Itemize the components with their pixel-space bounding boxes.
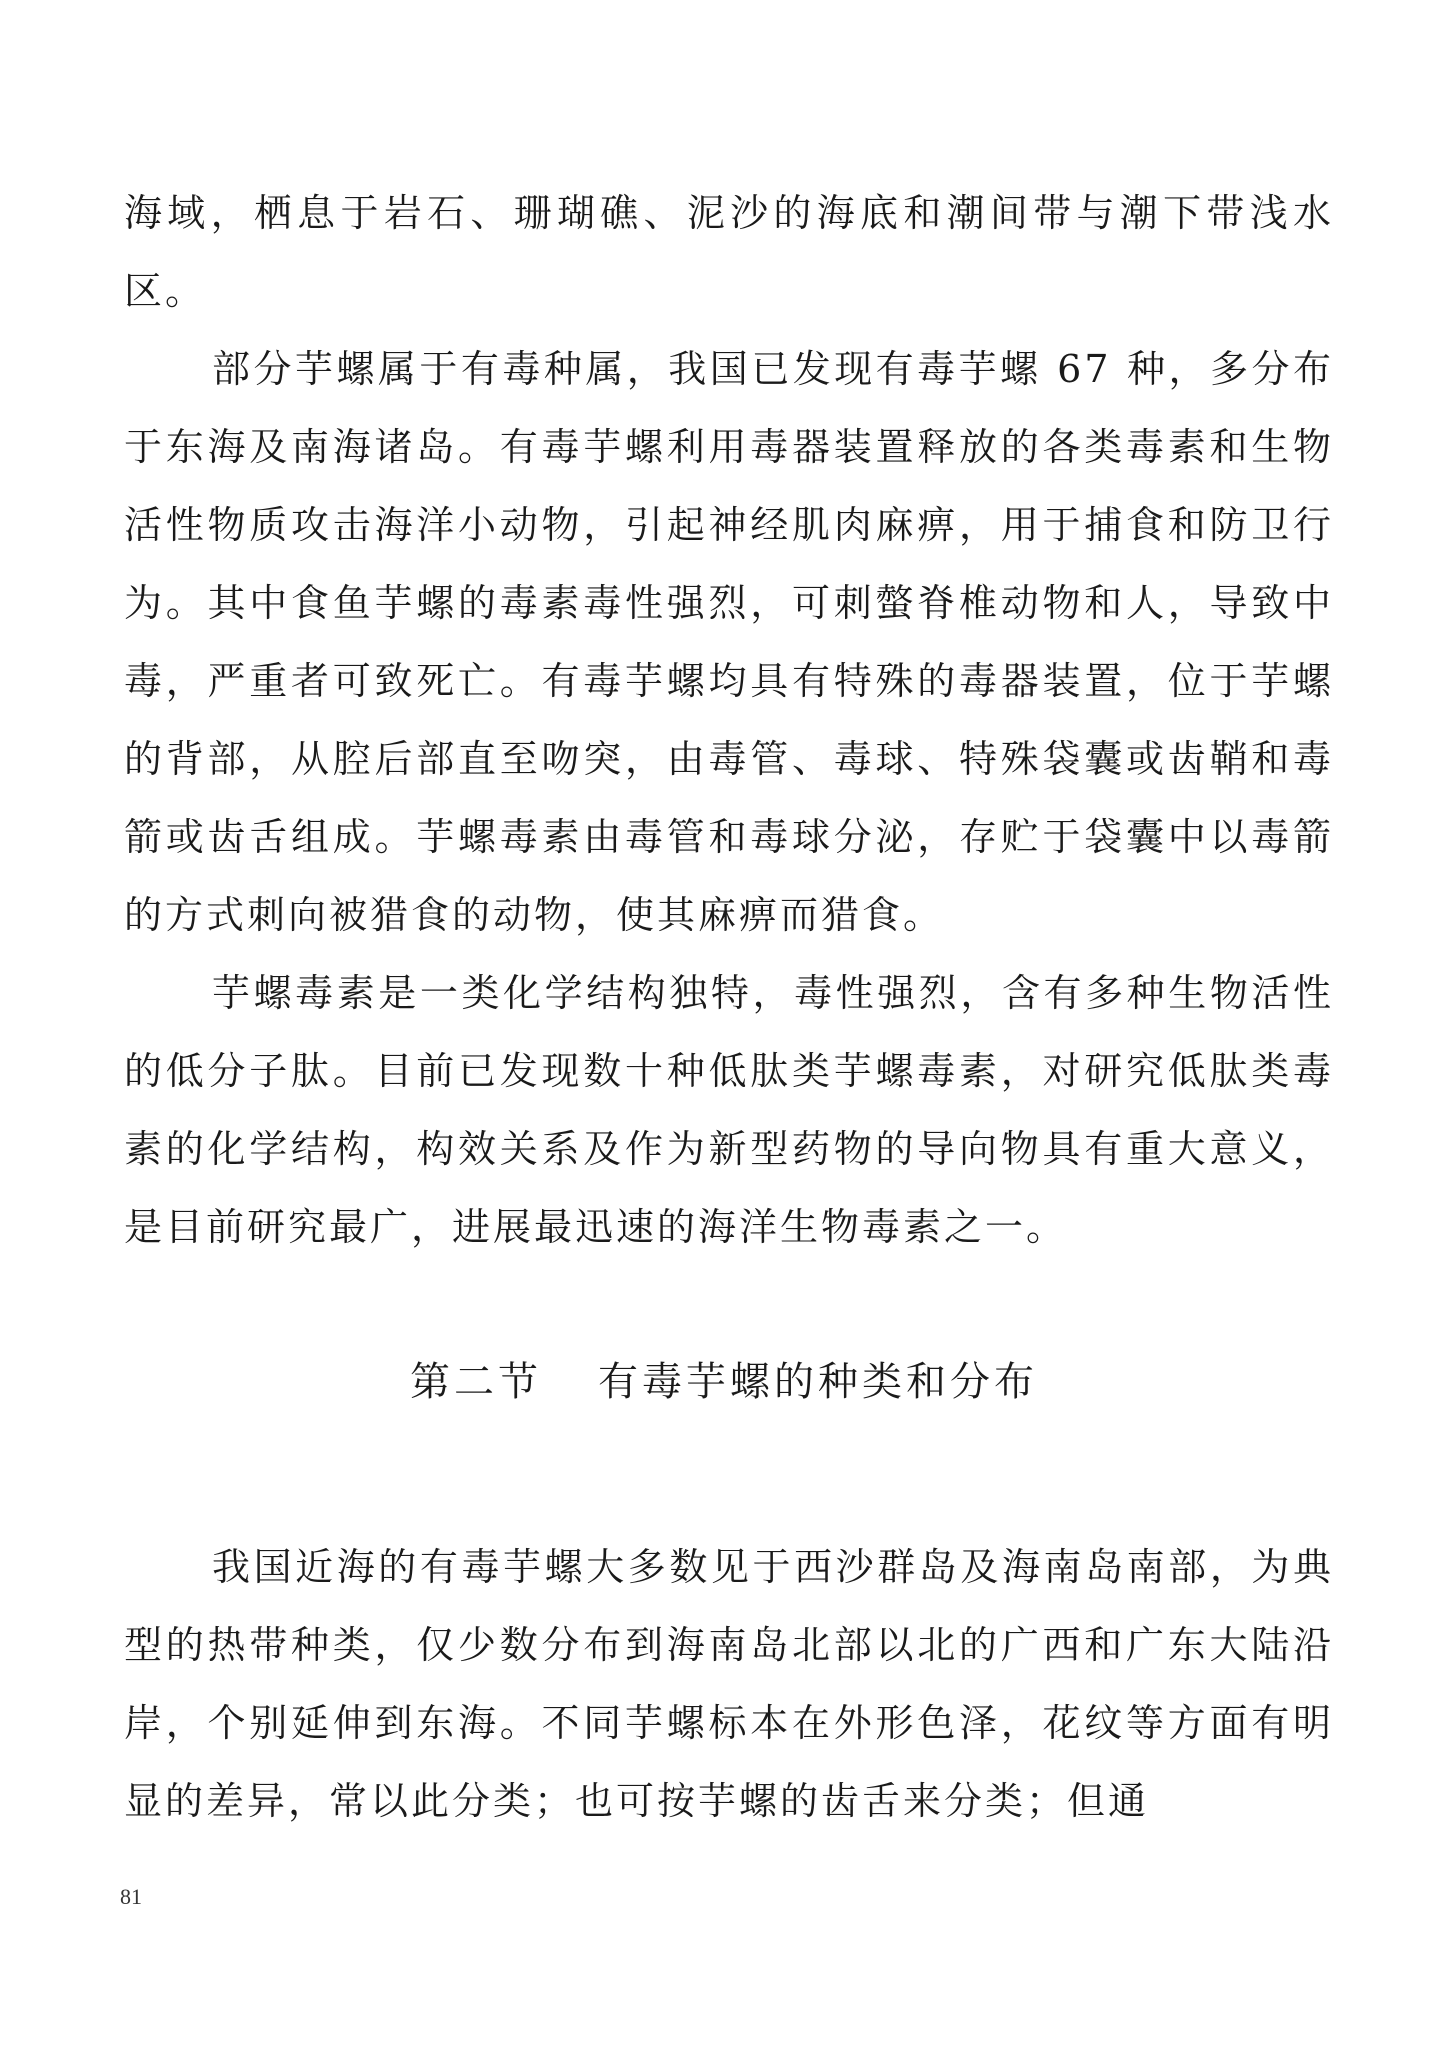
paragraph-toxic-cone-snails: 部分芋螺属于有毒种属，我国已发现有毒芋螺 67 种，多分布于东海及南海诸岛。有毒芋螺利用毒器装置释放的各类毒素和生物活性物质攻击海洋小动物，引起神经肌肉麻痹，用于捕食和防卫行为。其中食鱼芋螺的毒素毒性强烈，可刺螫脊椎动物和人，导致中毒，严重者可致死亡。有毒芋螺均具有特殊的毒器装置，位于芋螺的背部，从腔后部直至吻突，由毒管、毒球、特殊袋囊或齿鞘和毒箭或齿舌组成。芋螺毒素由毒管和毒球分泌，存贮于袋囊中以毒箭的方式刺向被猎食的动物，使其麻痹而猎食。: [124, 347, 1334, 937]
section-number: 第二节: [410, 1359, 542, 1405]
paragraph-conotoxins: 芋螺毒素是一类化学结构独特，毒性强烈，含有多种生物活性的低分子肽。目前已发现数十种低肽类芋螺毒素，对研究低肽类毒素的化学结构，构效关系及作为新型药物的导向物具有重大意义，是目前研究最广，进展最迅速的海洋生物毒素之一。: [124, 971, 1334, 1249]
body-text-top: [124, 174, 1334, 1266]
page-number: 81: [120, 1884, 142, 1909]
paragraph-continuation: 海域，栖息于岩石、珊瑚礁、泥沙的海底和潮间带与潮下带浅水区。: [124, 191, 1334, 313]
section-title: 有毒芋螺的种类和分布: [598, 1359, 1038, 1405]
section-heading: [0, 1352, 1448, 1412]
body-text-bottom: [124, 1528, 1334, 1840]
paragraph-distribution: 我国近海的有毒芋螺大多数见于西沙群岛及海南岛南部，为典型的热带种类，仅少数分布到海南岛北部以北的广西和广东大陆沿岸，个别延伸到东海。不同芋螺标本在外形色泽，花纹等方面有明显的差异，常以此分类；也可按芋螺的齿舌来分类；但通: [124, 1545, 1334, 1823]
